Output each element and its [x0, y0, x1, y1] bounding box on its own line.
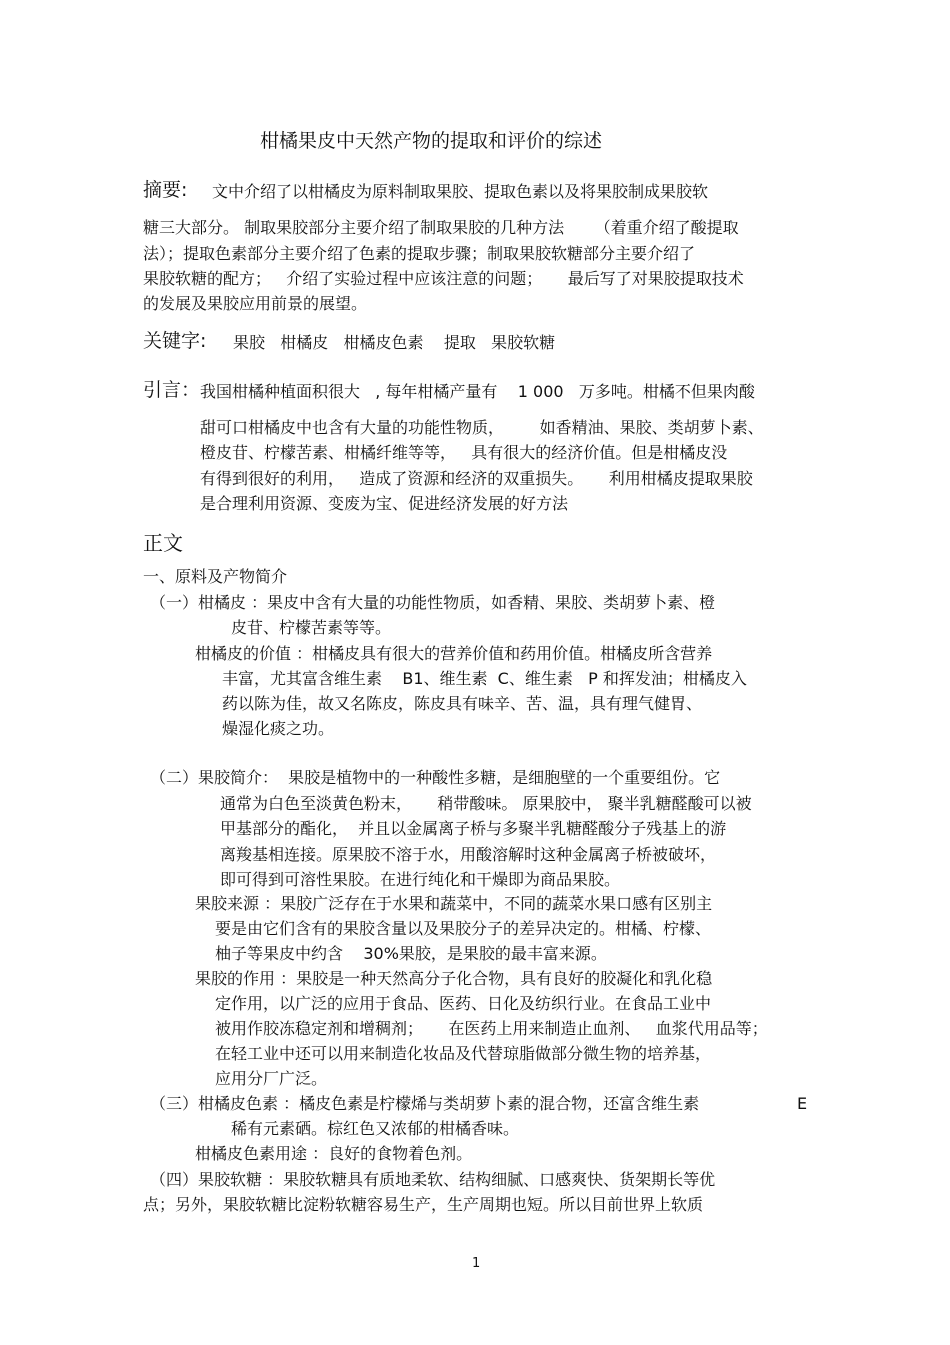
document-title: 柑橘果皮中天然产物的提取和评价的综述: [260, 130, 603, 152]
keywords-text: 果胶 柑橘皮 柑橘皮色素 提取 果胶软糖: [233, 333, 556, 352]
intro-line: 橙皮苷、柠檬苦素、柑橘纤维等等， 具有很大的经济价值。但是柑橘皮没: [200, 443, 728, 462]
s2-line: 果胶的作用 ：果胶是一种天然高分子化合物，具有良好的胶凝化和乳化稳: [195, 969, 713, 988]
s2-line: 在轻工业中还可以用来制造化妆品及代替琼脂做部分微生物的培养基，: [215, 1044, 712, 1063]
s2-line: 定作用，以广泛的应用于食品、医药、日化及纺织行业。在食品工业中: [215, 994, 712, 1013]
s2-line: 通常为白色至淡黄色粉末， 稍带酸味。 原果胶中， 聚半乳糖醛酸可以被: [220, 794, 752, 813]
s1-line: （一）柑橘皮 ：果皮中含有大量的功能性物质，如香精、果胶、类胡萝卜素、橙: [150, 593, 716, 612]
s4-line: （四）果胶软糖 ：果胶软糖具有质地柔软、结构细腻、口感爽快、货架期长等优: [150, 1170, 716, 1189]
intro-line: 是合理利用资源、变废为宝、促进经济发展的好方法: [200, 494, 569, 513]
s1-line: 丰富，尤其富含维生素 B1、维生素 C、维生素 P 和挥发油；柑橘皮入: [222, 669, 747, 688]
abstract-line: 文中介绍了以柑橘皮为原料制取果胶、提取色素以及将果胶制成果胶软: [212, 182, 709, 201]
intro-line: 我国柑橘种植面积很大 , 每年柑橘产量有 1 000 万多吨。柑橘不但果肉酸: [200, 382, 755, 401]
s3-line: （三）柑橘皮色素 ：橘皮色素是柠檬烯与类胡萝卜素的混合物，还富含维生素: [150, 1094, 700, 1113]
s3-line: 稀有元素硒。棕红色又浓郁的柑橘香味。: [231, 1119, 520, 1138]
intro-line: 甜可口柑橘皮中也含有大量的功能性物质， 如香精油、果胶、类胡萝卜素、: [200, 418, 764, 437]
body-heading: 正文: [143, 531, 183, 555]
s2-line: 果胶来源 ：果胶广泛存在于水果和蔬菜中，不同的蔬菜水果口感有区别主: [195, 894, 713, 913]
abstract-line: 的发展及果胶应用前景的展望。: [143, 294, 368, 313]
s1-line: 药以陈为佳，故又名陈皮，陈皮具有味辛、苦、温，具有理气健胃、: [222, 694, 703, 713]
s4-line: 点；另外，果胶软糖比淀粉软糖容易生产，生产周期也短。所以目前世界上软质: [143, 1195, 704, 1214]
s2-line: （二）果胶简介： 果胶是植物中的一种酸性多糖，是细胞壁的一个重要组份。它: [150, 768, 721, 787]
section-heading: 一、原料及产物简介: [143, 567, 288, 586]
s1-line: 皮苷、柠檬苦素等等。: [231, 618, 392, 637]
s2-line: 即可得到可溶性果胶。在进行纯化和干燥即为商品果胶。: [220, 870, 621, 889]
s3-line: 柑橘皮色素用途 ：良好的食物着色剂。: [195, 1144, 473, 1163]
s1-line: 燥湿化痰之功。: [222, 719, 335, 738]
abstract-line: 法）；提取色素部分主要介绍了色素的提取步骤；制取果胶软糖部分主要介绍了: [143, 244, 696, 263]
s1-line: 柑橘皮的价值 ：柑橘皮具有很大的营养价值和药用价值。柑橘皮所含营养: [195, 644, 713, 663]
s2-line: 应用分厂广泛。: [215, 1069, 328, 1088]
s2-line: 要是由它们含有的果胶含量以及果胶分子的差异决定的。柑橘、柠檬、: [215, 919, 712, 938]
s2-line: 离羧基相连接。原果胶不溶于水，用酸溶解时这种金属离子桥被破坏，: [220, 845, 717, 864]
s2-line: 甲基部分的酯化， 并且以金属离子桥与多聚半乳糖醛酸分子残基上的游: [220, 819, 727, 838]
abstract-label: 摘要:: [143, 179, 188, 201]
s2-line: 柚子等果皮中约含 30%果胶，是果胶的最丰富来源。: [215, 944, 607, 963]
abstract-line: 糖三大部分。 制取果胶部分主要介绍了制取果胶的几种方法 （着重介绍了酸提取: [143, 218, 739, 237]
abstract-line: 果胶软糖的配方； 介绍了实验过程中应该注意的问题； 最后写了对果胶提取技术: [143, 269, 744, 288]
s2-line: 被用作胶冻稳定剂和增稠剂； 在医药上用来制造止血剂、 血浆代用品等；: [215, 1019, 768, 1038]
s3-line: E: [797, 1094, 808, 1113]
page-number: 1: [472, 1256, 481, 1271]
keywords-label: 关键字:: [143, 330, 207, 352]
intro-label: 引言：: [143, 379, 201, 401]
intro-line: 有得到很好的利用， 造成了资源和经济的双重损失。 利用柑橘皮提取果胶: [200, 469, 753, 488]
